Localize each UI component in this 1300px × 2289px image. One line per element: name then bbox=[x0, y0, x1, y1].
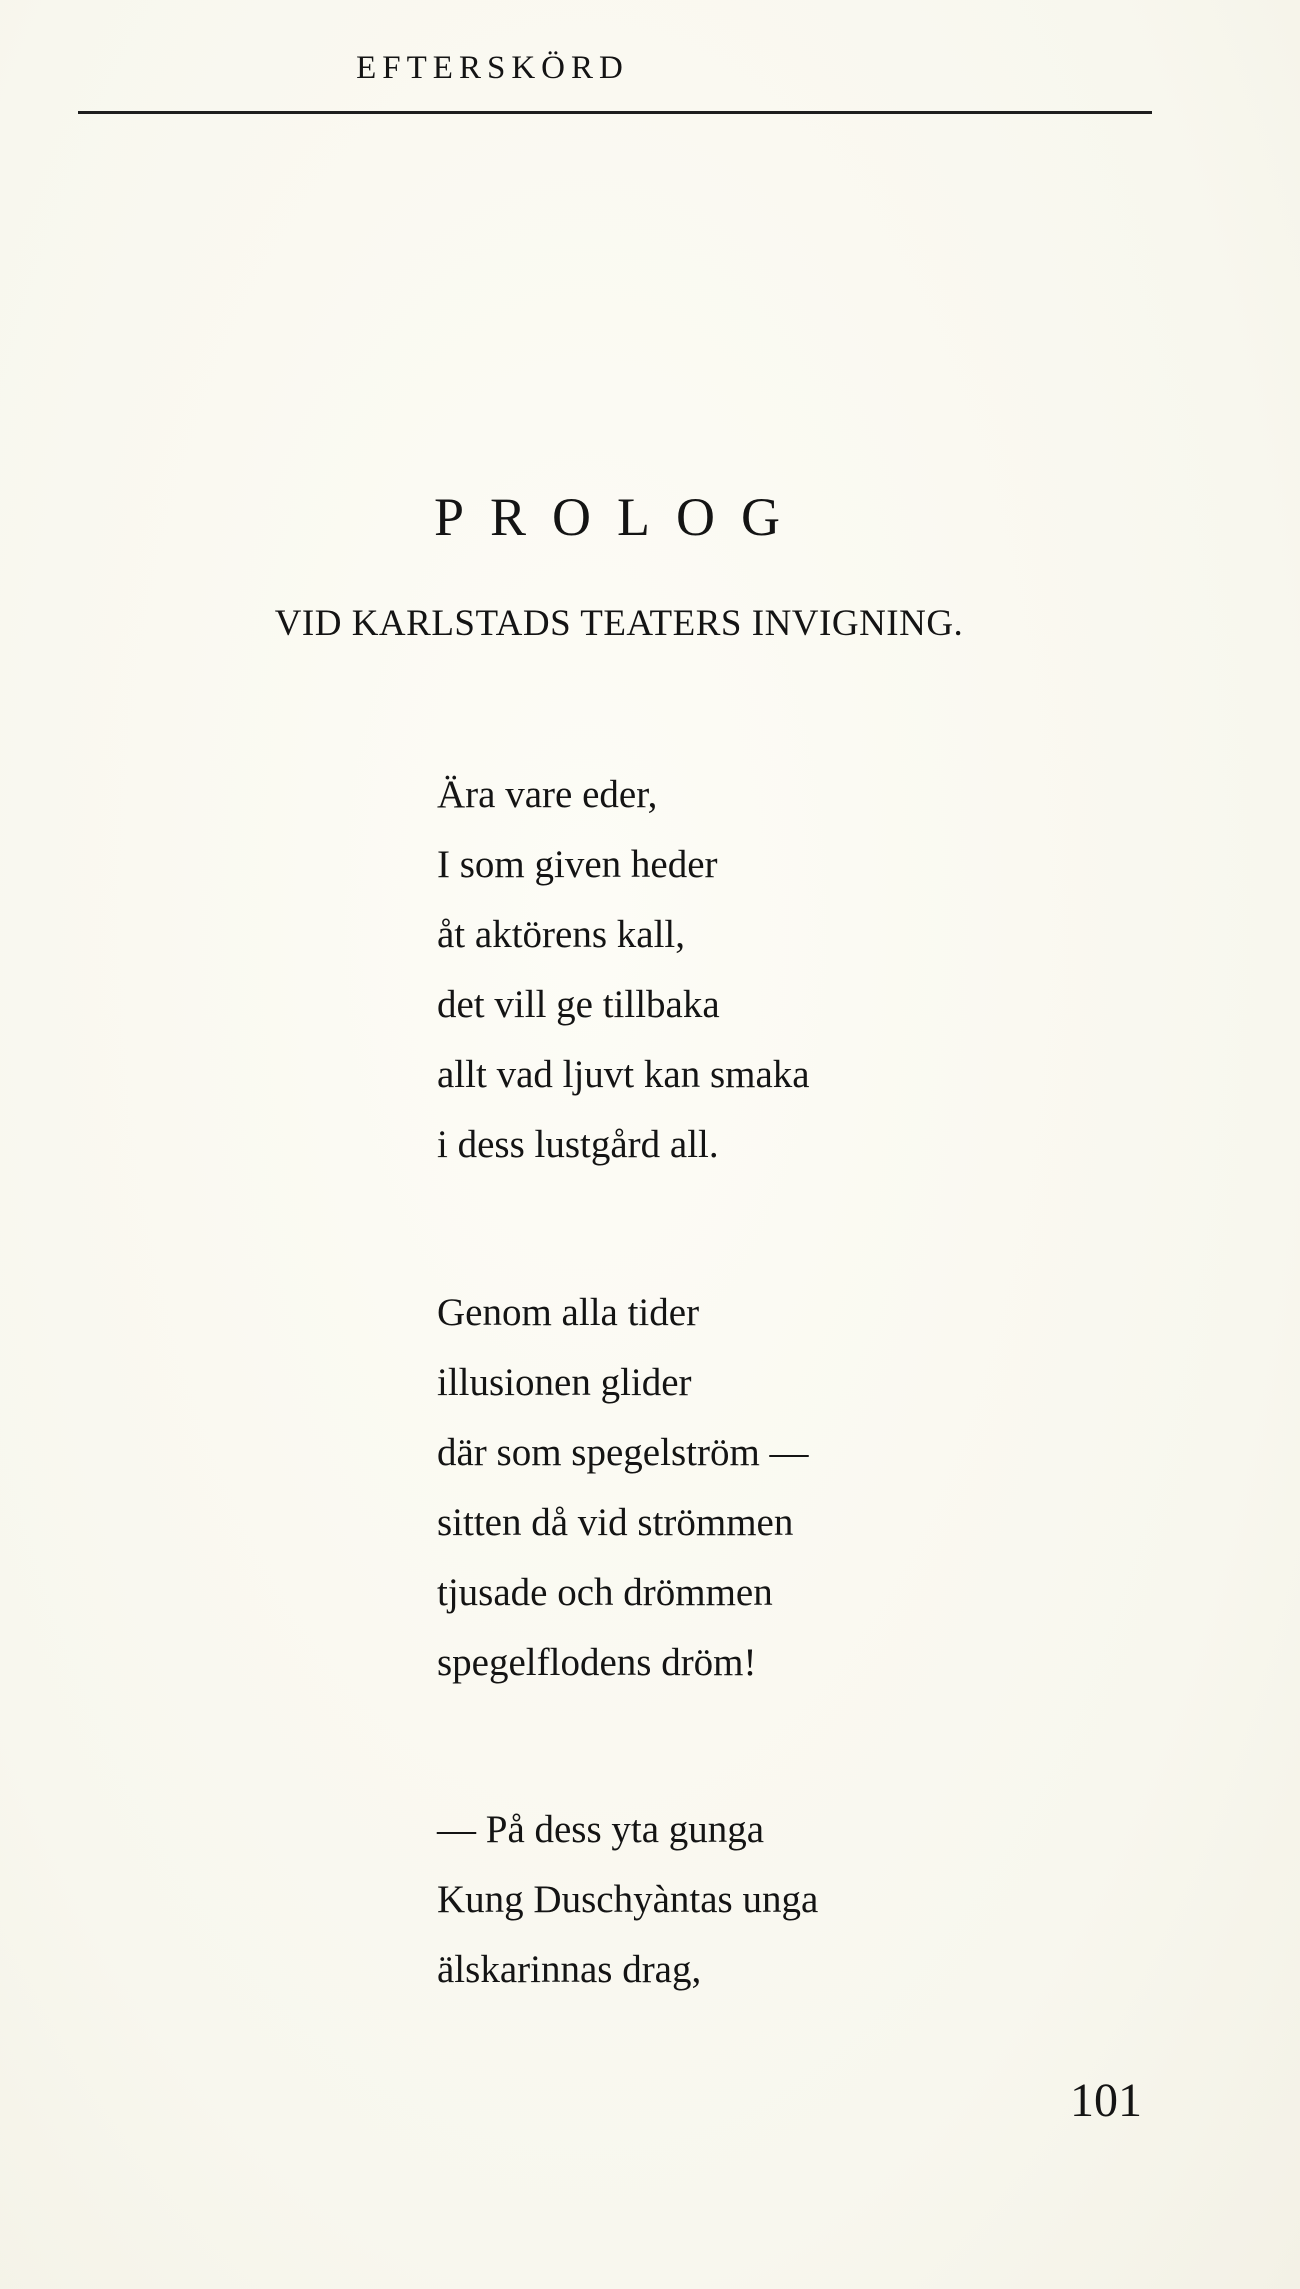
verse-line: sitten då vid strömmen bbox=[437, 1501, 794, 1544]
verse-line: allt vad ljuvt kan smaka bbox=[437, 1053, 810, 1096]
verse-line: I som given heder bbox=[437, 843, 718, 886]
header-rule bbox=[78, 111, 1152, 114]
verse-line: i dess lustgård all. bbox=[437, 1123, 719, 1166]
verse-line: Kung Duschyàntas unga bbox=[437, 1878, 819, 1921]
verse-line: tjusade och drömmen bbox=[437, 1571, 773, 1614]
verse-line: spegelflodens dröm! bbox=[437, 1641, 757, 1684]
stanza-2 bbox=[437, 1278, 809, 1698]
verse-line: det vill ge tillbaka bbox=[437, 983, 720, 1026]
running-head: EFTERSKÖRD bbox=[356, 50, 629, 86]
page-number: 101 bbox=[1070, 2074, 1142, 2127]
poem-subtitle: VID KARLSTADS TEATERS INVIGNING. bbox=[274, 603, 964, 644]
stanza-3 bbox=[437, 1795, 818, 2005]
verse-line: illusionen glider bbox=[437, 1361, 692, 1404]
verse-line: åt aktörens kall, bbox=[437, 913, 685, 956]
verse-line: där som spegelström — bbox=[437, 1431, 809, 1474]
verse-line: Ära vare eder, bbox=[437, 773, 658, 816]
verse-line: Genom alla tider bbox=[437, 1291, 700, 1334]
verse-line: — På dess yta gunga bbox=[437, 1808, 765, 1851]
verse-line: älskarinnas drag, bbox=[437, 1948, 702, 1991]
poem-title: PROLOG bbox=[433, 487, 807, 547]
stanza-1 bbox=[437, 760, 810, 1180]
